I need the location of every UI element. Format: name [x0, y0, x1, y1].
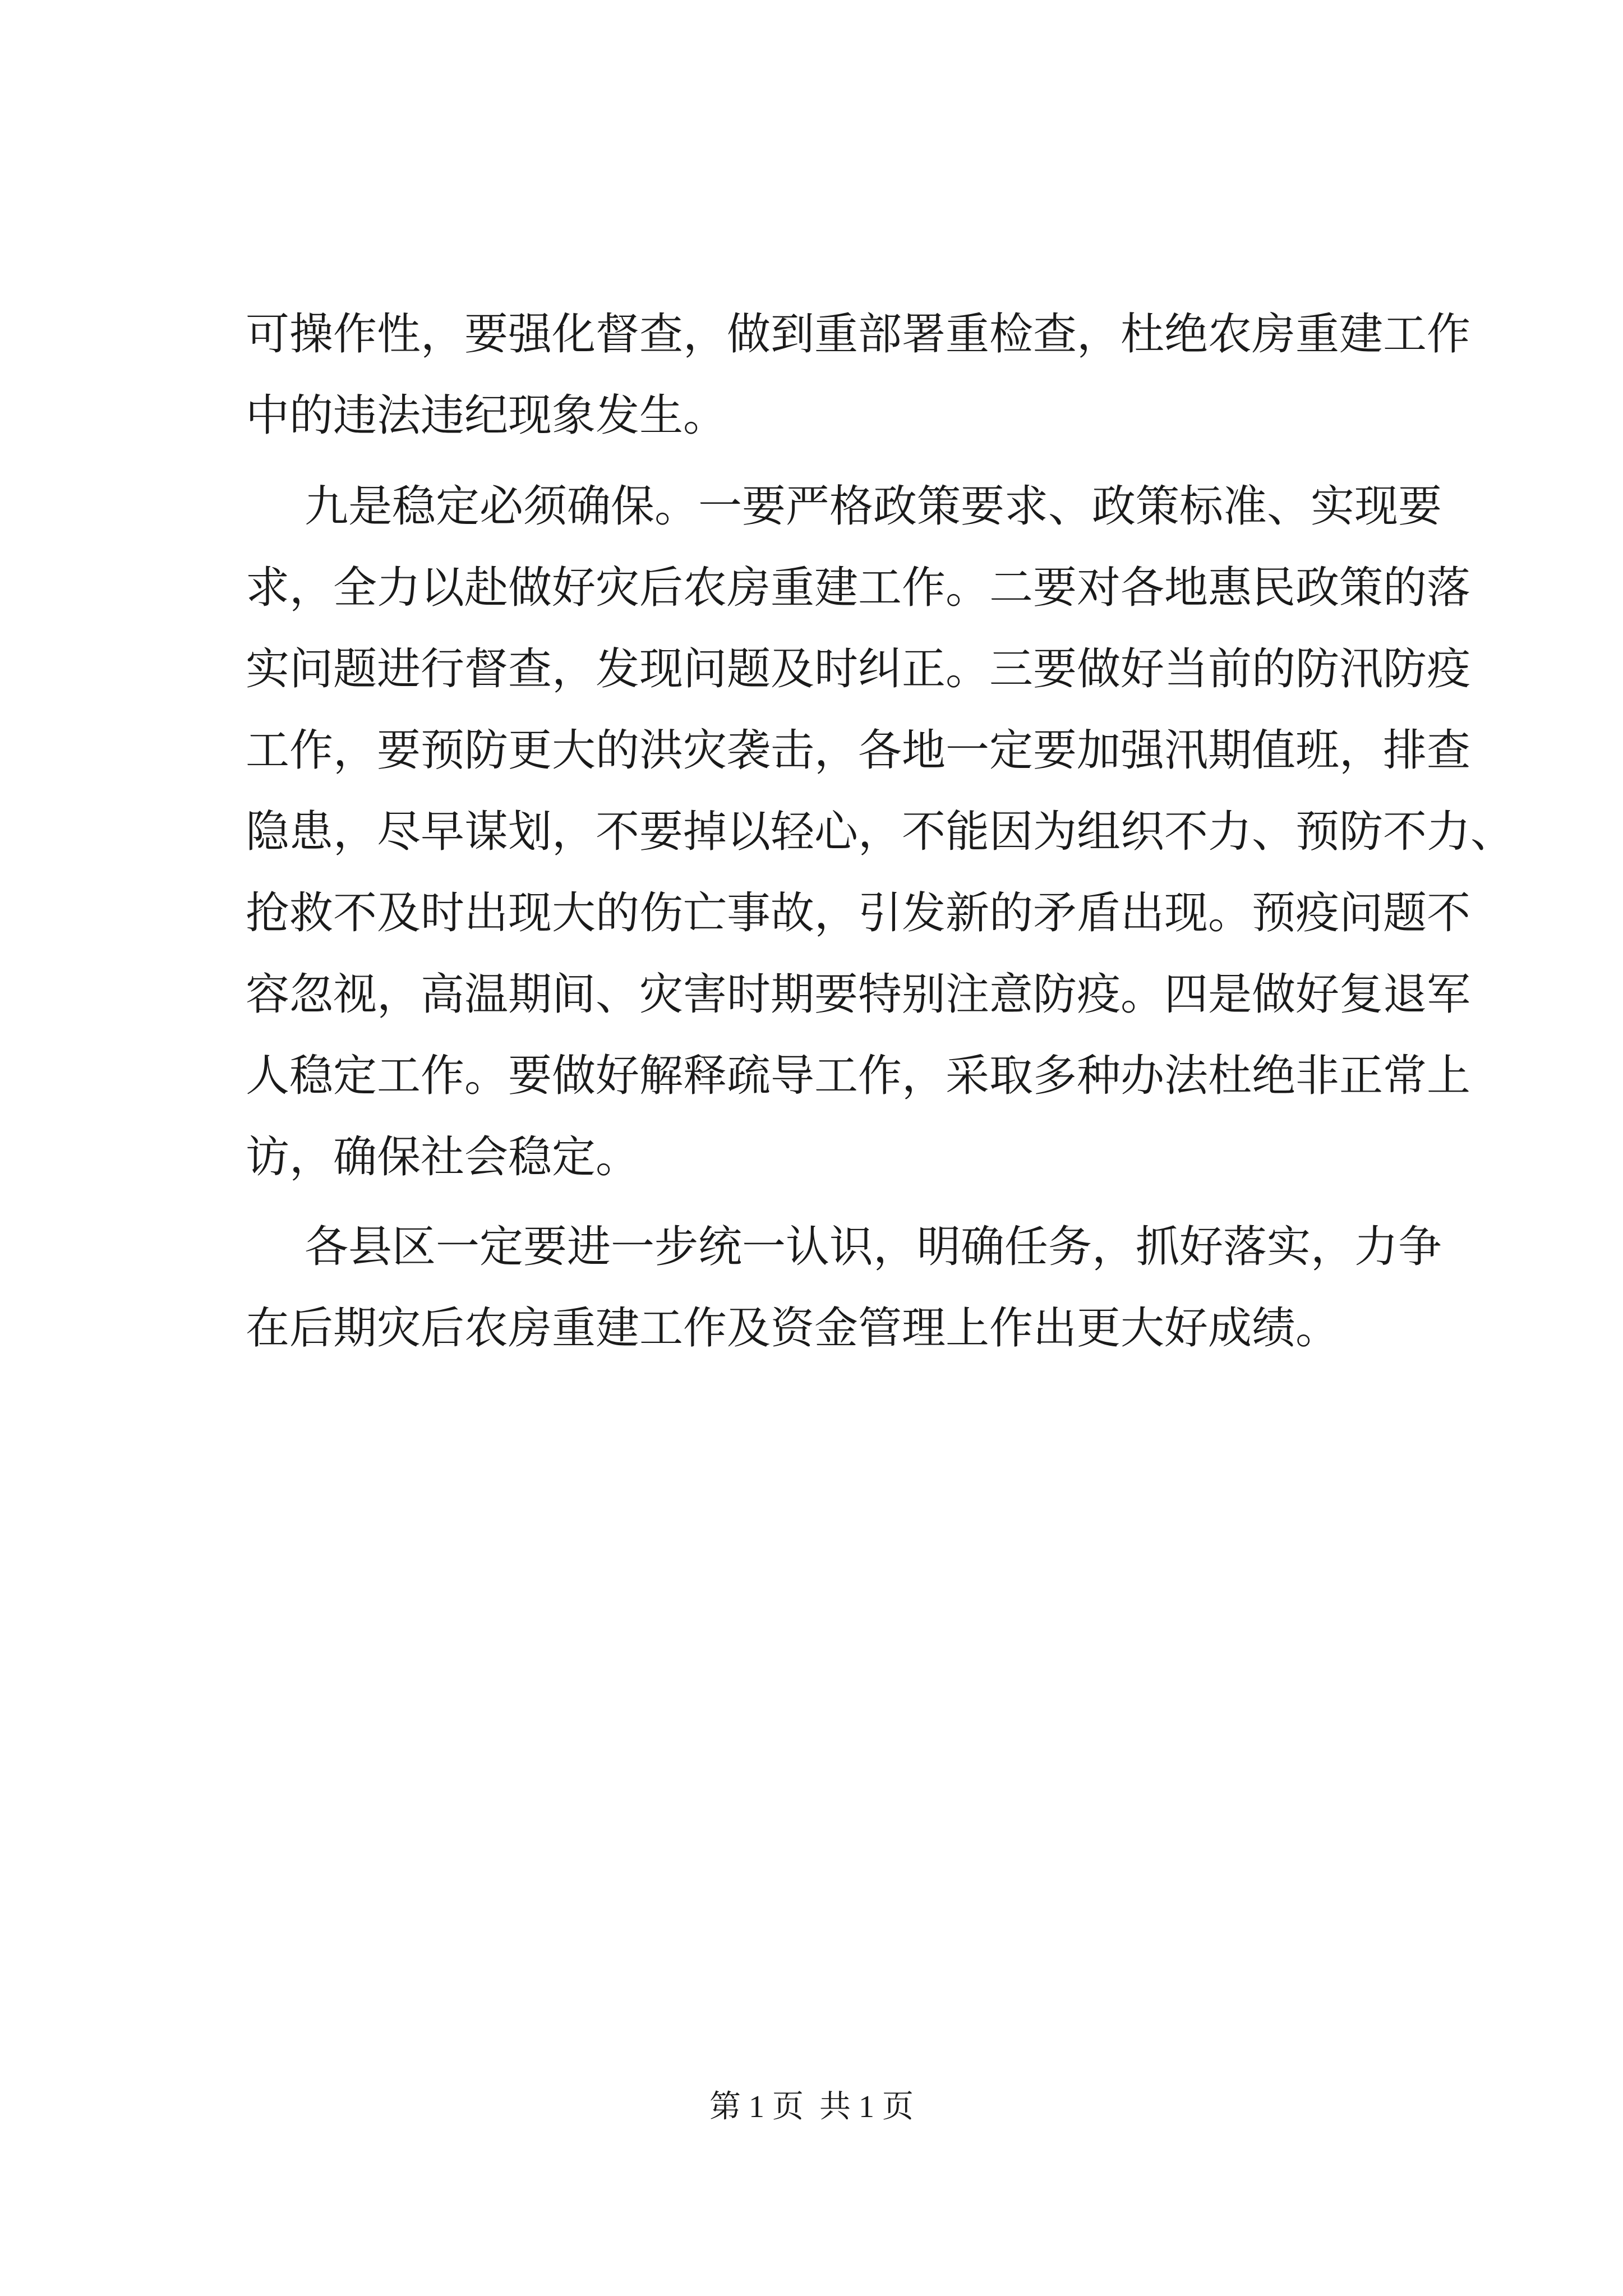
page-footer — [0, 2085, 1623, 2129]
paragraph-3-line-1: 各县区一定要进一步统一认识，明确任务，抓好落实，力争 — [305, 1222, 1442, 1272]
paragraph-3-line-2: 在后期灾后农房重建工作及资金管理上作出更大好成绩。 — [246, 1303, 1340, 1354]
paragraph-2-line-1: 九是稳定必须确保。一要严格政策要求、政策标准、实现要 — [305, 481, 1442, 532]
paragraph-1-line-2: 中的违法违纪现象发生。 — [246, 390, 727, 441]
paragraph-2-line-5: 隐患，尽早谋划，不要掉以轻心，不能因为组织不力、预防不力、 — [246, 807, 1515, 857]
page-number-label: 第 1 页 共 1 页 — [709, 2090, 914, 2124]
paragraph-2-line-9: 访，确保社会稳定。 — [246, 1132, 640, 1182]
paragraph-2-line-4: 工作，要预防更大的洪灾袭击，各地一定要加强汛期值班，排查 — [246, 725, 1471, 776]
paragraph-2-line-7: 容忽视，高温期间、灾害时期要特别注意防疫。四是做好复退军 — [246, 969, 1471, 1020]
paragraph-2-line-8: 人稳定工作。要做好解释疏导工作，采取多种办法杜绝非正常上 — [246, 1051, 1471, 1101]
paragraph-2-line-2: 求，全力以赴做好灾后农房重建工作。二要对各地惠民政策的落 — [246, 563, 1471, 613]
paragraph-1-line-1: 可操作性，要强化督查，做到重部署重检查，杜绝农房重建工作 — [246, 309, 1471, 360]
paragraph-2-line-6: 抢救不及时出现大的伤亡事故，引发新的矛盾出现。预疫问题不 — [246, 888, 1471, 938]
paragraph-2-line-3: 实问题进行督查，发现问题及时纠正。三要做好当前的防汛防疫 — [246, 644, 1471, 694]
